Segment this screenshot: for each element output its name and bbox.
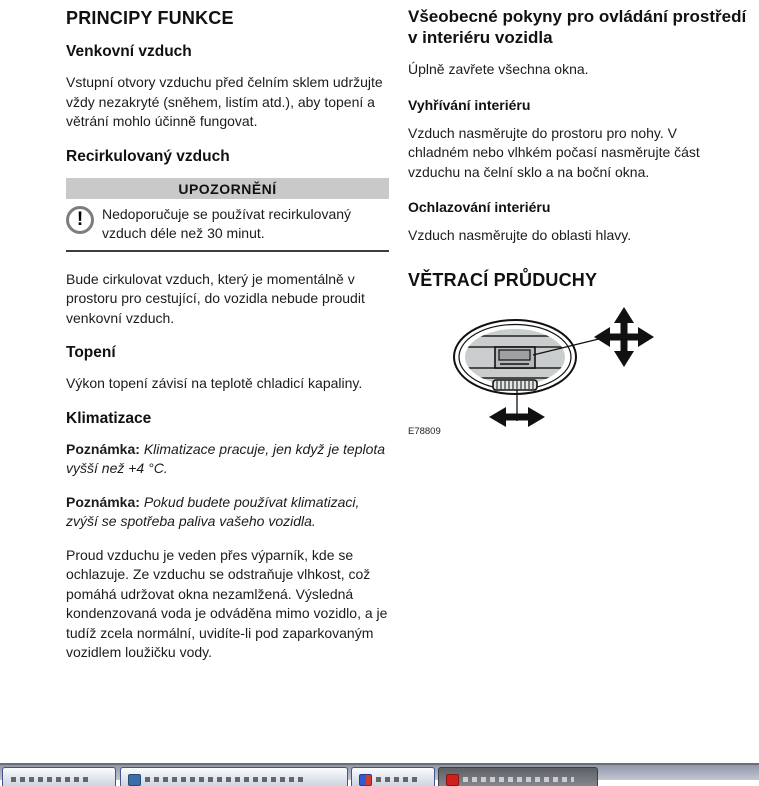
note-1-label: Poznámka: <box>66 440 140 457</box>
paragraph-recirculated-air: Bude cirkulovat vzduch, který je momentálně v prostoru pro cestující, do vozidla nebude proudit venkovní vzduch. <box>66 270 365 326</box>
warning-box <box>66 178 389 252</box>
taskbar-button-3[interactable] <box>351 767 435 786</box>
page-title: PRINCIPY FUNKCE <box>66 8 234 28</box>
heading-general-guidelines: Všeobecné pokyny pro ovládání prostředí v interiéru vozidla <box>408 7 747 47</box>
document-app-icon <box>359 774 372 786</box>
paragraph-close-windows: Úplně zavřete všechna okna. <box>408 61 589 77</box>
warning-body <box>66 199 389 244</box>
heading-heating: Topení <box>66 344 116 361</box>
exclamation-circle-icon: ! <box>66 206 94 234</box>
warning-text: Nedoporučuje se používat recirkulovaný vzduch déle než 30 minut. <box>102 205 352 241</box>
paragraph-interior-heating: Vzduch nasměrujte do prostoru pro nohy. V chladném nebo vlhkém počasí nasměrujte část vzduchu na čelní sklo a na boční okna. <box>408 124 700 180</box>
note-2-label: Poznámka: <box>66 493 140 510</box>
taskbar-button-4[interactable] <box>438 767 598 786</box>
note-2-text: Pokud budete používat klimatizaci, zvýší se spotřeba paliva vašeho vozidla. <box>66 493 360 529</box>
right-column <box>408 6 750 443</box>
app-window-icon <box>128 774 141 786</box>
heading-interior-heating: Vyhřívání interiéru <box>408 96 531 113</box>
heading-recirculated-air: Recirkulovaný vzduch <box>66 147 230 165</box>
paragraph-outside-air: Vstupní otvory vzduchu před čelním sklem udržujte vždy nezakryté (sněhem, listím atd.), aby topení a větrání mohlo účinně fungovat. <box>66 74 383 129</box>
heading-outside-air: Venkovní vzduch <box>66 43 192 60</box>
heading-interior-cooling: Ochlazování interiéru <box>408 199 551 215</box>
warning-title: UPOZORNĚNÍ <box>66 178 389 199</box>
taskbar-button-2[interactable] <box>120 767 348 786</box>
pdf-reader-icon <box>446 774 459 786</box>
figure-label: E78809 <box>408 425 441 437</box>
note-1-text: Klimatizace pracuje, jen když je teplota vyšší než +4 °C. <box>66 440 386 476</box>
paragraph-interior-cooling: Vzduch nasměrujte do oblasti hlavy. <box>408 227 632 243</box>
note-2 <box>66 493 389 532</box>
air-vent-icon <box>453 320 583 395</box>
paragraph-heating: Výkon topení závisí na teplotě chladicí kapaliny. <box>66 375 363 391</box>
vent-thumbwheel <box>493 380 537 390</box>
four-way-arrow-icon <box>594 307 654 367</box>
heading-air-conditioning: Klimatizace <box>66 409 152 427</box>
heading-air-vents: VĚTRACÍ PRŮDUCHY <box>408 269 598 290</box>
vent-control-tab <box>495 347 535 368</box>
paragraph-air-conditioning: Proud vzduchu je veden přes výparník, kde se ochlazuje. Ze vzduchu se odstraňuje vlhkost, což pomáhá udržovat okna nezamlžená. Výsledná kondenzovaná voda je odváděna mimo vozidlo, a je tudíž zcela normální, uvidíte-li pod zaparkovaným vozidlem loužičku vody. <box>66 546 388 660</box>
vent-figure <box>408 305 750 443</box>
taskbar <box>0 763 759 780</box>
taskbar-button-1[interactable] <box>2 767 116 786</box>
vent-illustration <box>453 305 668 435</box>
left-column <box>66 8 389 677</box>
note-1 <box>66 440 389 479</box>
